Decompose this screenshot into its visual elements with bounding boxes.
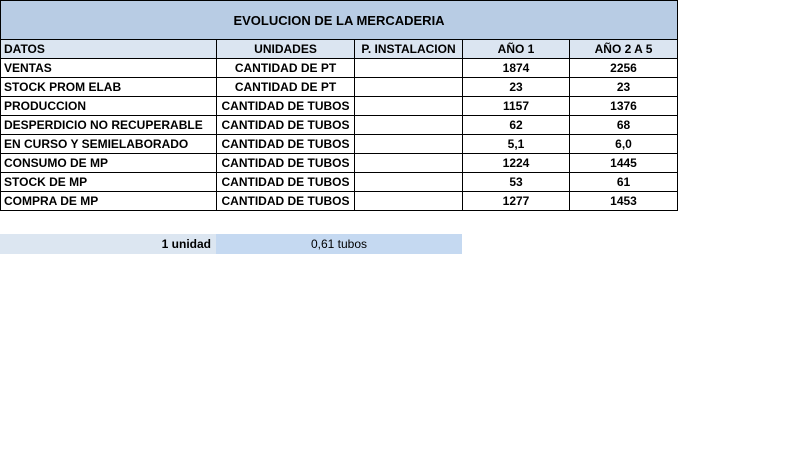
row-p-instalacion[interactable]: [355, 78, 463, 97]
table-row: [1, 59, 678, 78]
row-ano-1[interactable]: 1157: [463, 97, 570, 116]
row-p-instalacion[interactable]: [355, 97, 463, 116]
row-p-instalacion[interactable]: [355, 59, 463, 78]
header-datos[interactable]: DATOS: [1, 40, 217, 59]
row-label[interactable]: STOCK PROM ELAB: [1, 78, 217, 97]
row-p-instalacion[interactable]: [355, 173, 463, 192]
row-unit[interactable]: CANTIDAD DE PT: [217, 59, 355, 78]
row-p-instalacion[interactable]: [355, 154, 463, 173]
row-label[interactable]: PRODUCCION: [1, 97, 217, 116]
table-row: [1, 97, 678, 116]
row-label[interactable]: DESPERDICIO NO RECUPERABLE: [1, 116, 217, 135]
row-p-instalacion[interactable]: [355, 135, 463, 154]
row-ano-2-a-5[interactable]: 68: [570, 116, 678, 135]
row-unit[interactable]: CANTIDAD DE TUBOS: [217, 154, 355, 173]
row-unit[interactable]: CANTIDAD DE TUBOS: [217, 116, 355, 135]
table-row: [1, 116, 678, 135]
row-ano-1[interactable]: 5,1: [463, 135, 570, 154]
row-ano-2-a-5[interactable]: 2256: [570, 59, 678, 78]
row-ano-2-a-5[interactable]: 1445: [570, 154, 678, 173]
row-label[interactable]: COMPRA DE MP: [1, 192, 217, 211]
row-p-instalacion[interactable]: [355, 192, 463, 211]
conversion-label[interactable]: 1 unidad: [0, 234, 216, 254]
row-unit[interactable]: CANTIDAD DE TUBOS: [217, 192, 355, 211]
row-ano-2-a-5[interactable]: 1376: [570, 97, 678, 116]
table-row: [1, 78, 678, 97]
conversion-row: [0, 234, 462, 254]
row-ano-1[interactable]: 62: [463, 116, 570, 135]
row-ano-2-a-5[interactable]: 23: [570, 78, 678, 97]
table-title[interactable]: EVOLUCION DE LA MERCADERIA: [1, 1, 678, 40]
evolution-table: [0, 0, 678, 211]
row-label[interactable]: CONSUMO DE MP: [1, 154, 217, 173]
row-label[interactable]: EN CURSO Y SEMIELABORADO: [1, 135, 217, 154]
table-row: [1, 135, 678, 154]
table-row: [1, 154, 678, 173]
row-ano-1[interactable]: 1277: [463, 192, 570, 211]
row-p-instalacion[interactable]: [355, 116, 463, 135]
header-ano-2-a-5[interactable]: AÑO 2 A 5: [570, 40, 678, 59]
row-ano-1[interactable]: 1874: [463, 59, 570, 78]
row-unit[interactable]: CANTIDAD DE PT: [217, 78, 355, 97]
header-unidades[interactable]: UNIDADES: [217, 40, 355, 59]
table-row: [1, 192, 678, 211]
row-ano-2-a-5[interactable]: 6,0: [570, 135, 678, 154]
row-ano-2-a-5[interactable]: 1453: [570, 192, 678, 211]
table-row: [1, 173, 678, 192]
row-unit[interactable]: CANTIDAD DE TUBOS: [217, 173, 355, 192]
conversion-value[interactable]: 0,61 tubos: [216, 234, 462, 254]
table-title-row: [1, 1, 678, 40]
row-label[interactable]: VENTAS: [1, 59, 217, 78]
row-ano-1[interactable]: 53: [463, 173, 570, 192]
row-unit[interactable]: CANTIDAD DE TUBOS: [217, 135, 355, 154]
header-ano-1[interactable]: AÑO 1: [463, 40, 570, 59]
row-ano-1[interactable]: 23: [463, 78, 570, 97]
header-p-instalacion[interactable]: P. INSTALACION: [355, 40, 463, 59]
row-ano-2-a-5[interactable]: 61: [570, 173, 678, 192]
row-label[interactable]: STOCK DE MP: [1, 173, 217, 192]
row-ano-1[interactable]: 1224: [463, 154, 570, 173]
table-header-row: [1, 40, 678, 59]
row-unit[interactable]: CANTIDAD DE TUBOS: [217, 97, 355, 116]
